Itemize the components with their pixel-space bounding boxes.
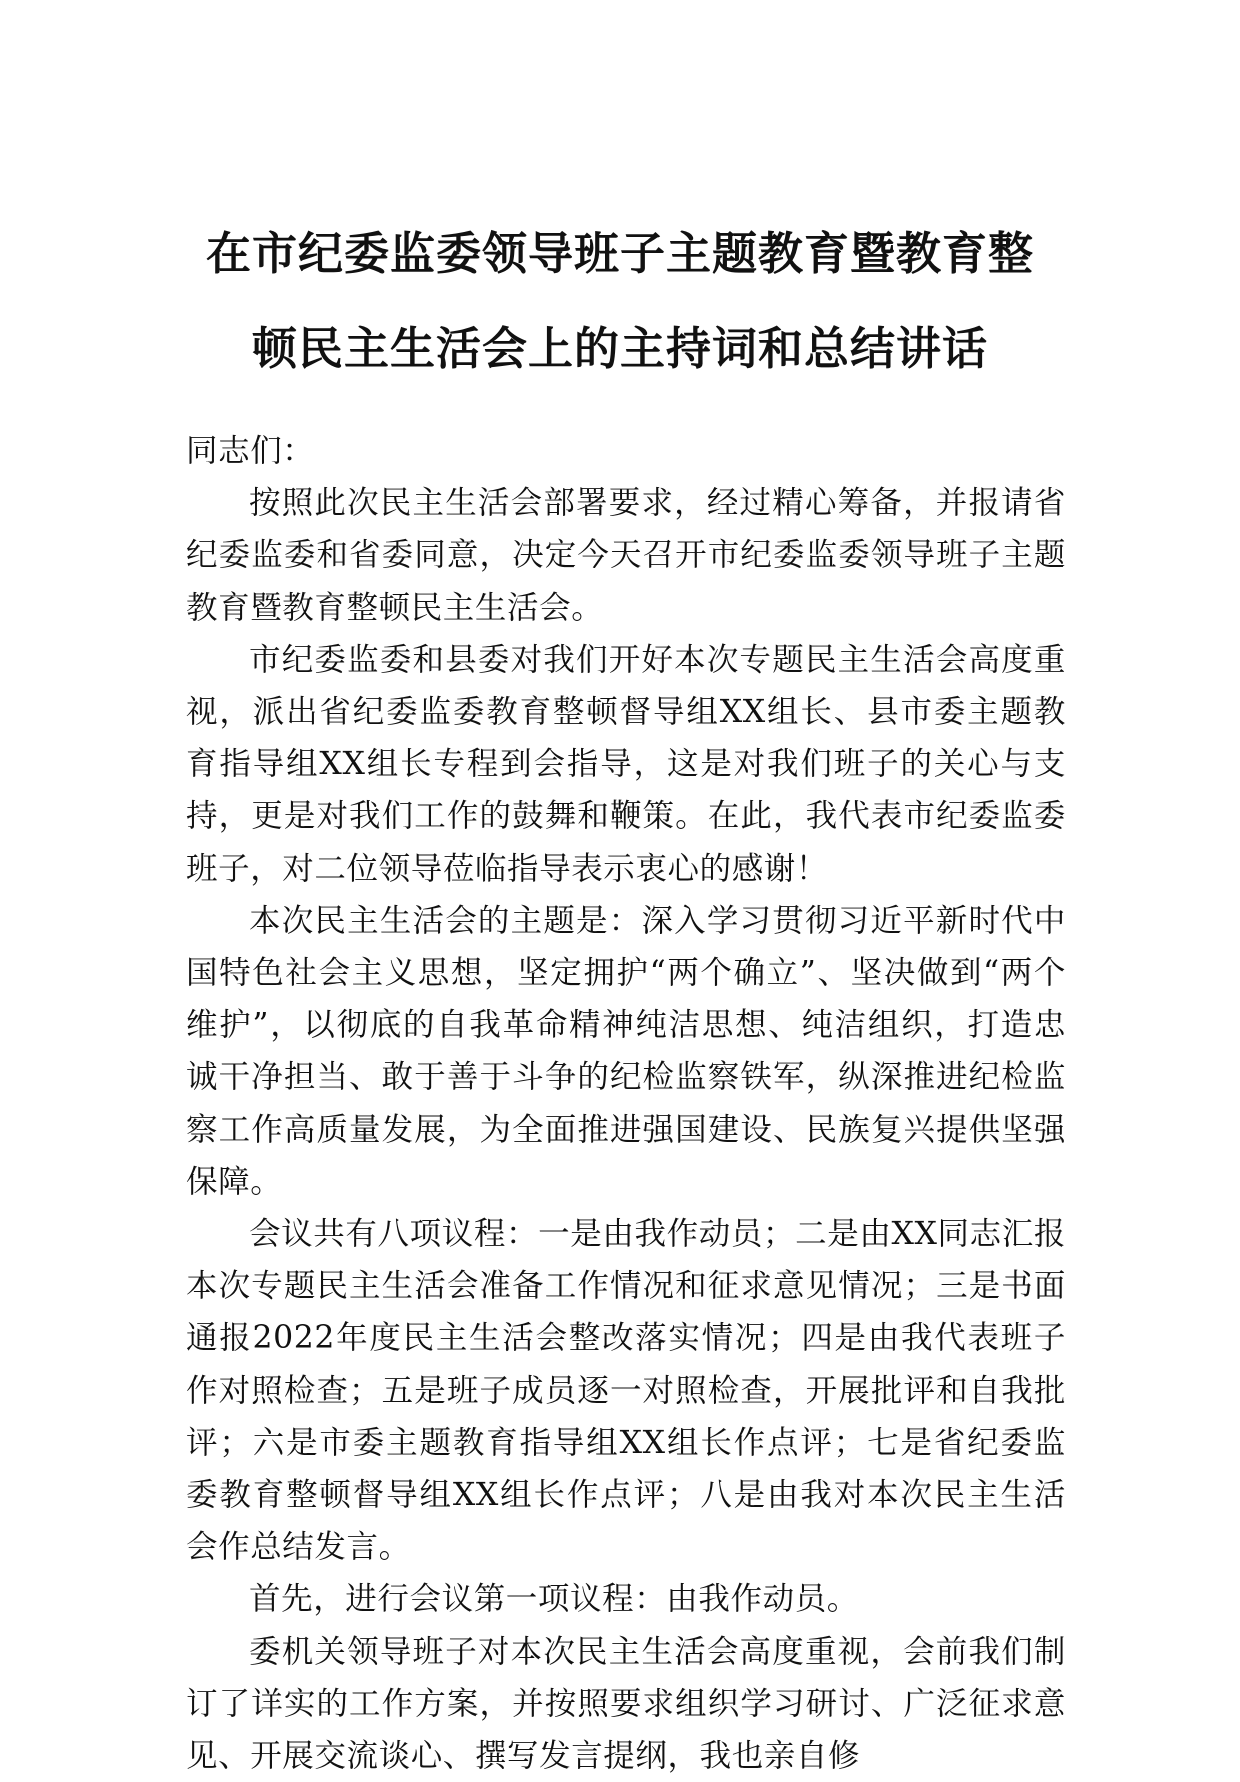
document-title: [150, 206, 1090, 396]
paragraph-agenda: 会议共有八项议程：一是由我作动员；二是由XX同志汇报本次专题民主生活会准备工作情况和征求意见情况；三是书面通报2022年度民主生活会整改落实情况；四是由我代表班子作对照检查；五是班子成员逐一对照检查，开展批评和自我批评；六是市委主题教育指导组XX组长作点评；七是省纪委监委教育整顿督导组XX组长作点评；八是由我对本次民主生活会作总结发言。: [186, 1216, 1066, 1566]
paragraph-preparation: 委机关领导班子对本次民主生活会高度重视，会前我们制订了详实的工作方案，并按照要求组织学习研讨、广泛征求意见、开展交流谈心、撰写发言提纲，我也亲自修: [186, 1633, 1066, 1775]
paragraph-first-item: 首先，进行会议第一项议程：由我作动员。: [249, 1581, 859, 1618]
paragraph-opening: 按照此次民主生活会部署要求，经过精心筹备，并报请省纪委监委和省委同意，决定今天召开市纪委监委领导班子主题教育暨教育整顿民主生活会。: [186, 485, 1066, 626]
title-line-1: 在市纪委监委领导班子主题教育暨教育整: [205, 227, 1034, 280]
title-line-2: 顿民主生活会上的主持词和总结讲话: [251, 322, 988, 375]
paragraph-thanks: 市纪委监委和县委对我们开好本次专题民主生活会高度重视，派出省纪委监委教育整顿督导组XX组长、县市委主题教育指导组XX组长专程到会指导，这是对我们班子的关心与支持，更是对我们工作的鼓舞和鞭策。在此，我代表市纪委监委班子，对二位领导莅临指导表示衷心的感谢！: [186, 641, 1066, 887]
paragraph-theme: 本次民主生活会的主题是：深入学习贯彻习近平新时代中国特色社会主义思想，坚定拥护“两个确立”、坚决做到“两个维护”，以彻底的自我革命精神纯洁思想、纯洁组织，打造忠诚干净担当、敢于善于斗争的纪检监察铁军，纵深推进纪检监察工作高质量发展，为全面推进强国建设、民族复兴提供坚强保障。: [186, 902, 1066, 1200]
document-body: [186, 425, 1066, 1782]
salutation: 同志们：: [186, 433, 315, 469]
